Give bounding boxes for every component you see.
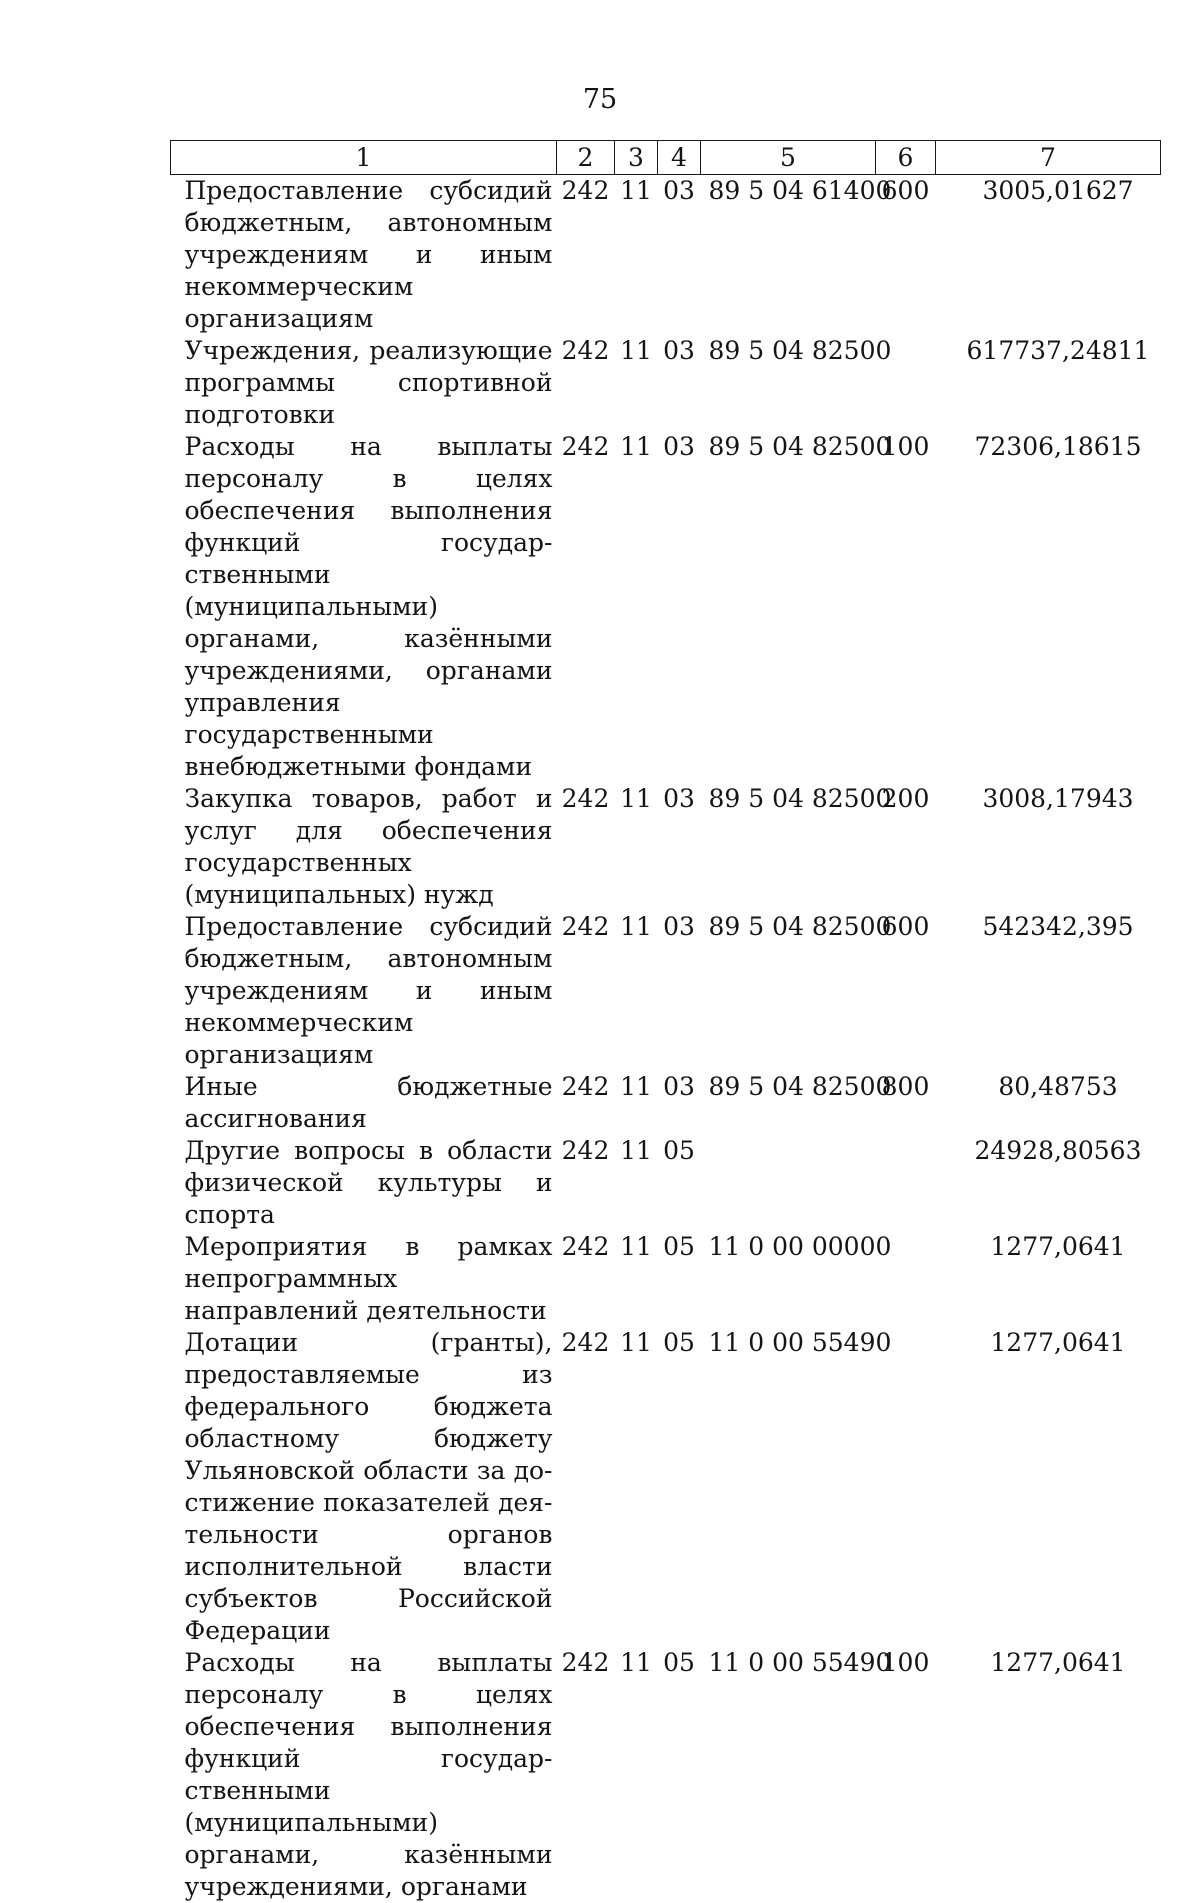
budget-table xyxy=(170,140,1161,1903)
cell-section: 11 xyxy=(615,1071,658,1135)
column-header-6: 6 xyxy=(876,141,936,175)
column-header-2: 2 xyxy=(557,141,615,175)
cell-target-article: 11 0 00 55490 xyxy=(701,1327,876,1647)
cell-section: 11 xyxy=(615,431,658,783)
cell-target-article: 89 5 04 82500 xyxy=(701,1071,876,1135)
cell-name: Предоставление субсидий бюджетным, автономным учреждениям и иным некоммерческим организациям xyxy=(171,175,557,336)
cell-section: 11 xyxy=(615,175,658,336)
cell-subsection: 05 xyxy=(658,1135,701,1231)
cell-section: 11 xyxy=(615,911,658,1071)
cell-amount: 72306,18615 xyxy=(936,431,1161,783)
table-row xyxy=(171,431,1161,783)
cell-amount: 617737,24811 xyxy=(936,335,1161,431)
cell-expense-type xyxy=(876,1135,936,1231)
cell-ministry-code: 242 xyxy=(557,335,615,431)
cell-expense-type: 200 xyxy=(876,783,936,911)
cell-ministry-code: 242 xyxy=(557,175,615,336)
cell-ministry-code: 242 xyxy=(557,431,615,783)
cell-amount: 542342,395 xyxy=(936,911,1161,1071)
cell-section: 11 xyxy=(615,1327,658,1647)
table-row xyxy=(171,1231,1161,1327)
cell-target-article: 89 5 04 82500 xyxy=(701,911,876,1071)
cell-target-article: 11 0 00 00000 xyxy=(701,1231,876,1327)
cell-name: Предоставление субсидий бюджетным, автономным учреждениям и иным некоммерческим организациям xyxy=(171,911,557,1071)
cell-target-article: 89 5 04 82500 xyxy=(701,783,876,911)
page-number: 75 xyxy=(0,84,1200,115)
cell-target-article: 89 5 04 82500 xyxy=(701,335,876,431)
cell-target-article: 11 0 00 55490 xyxy=(701,1647,876,1903)
cell-amount: 24928,80563 xyxy=(936,1135,1161,1231)
cell-name: Дотации (гранты), предоставляемые из федерального бюджета областному бюджету Ульяновской области за достижение показателей деятельности органов исполнительной власти субъектов Российской Федерации xyxy=(171,1327,557,1647)
cell-subsection: 03 xyxy=(658,335,701,431)
cell-amount: 1277,0641 xyxy=(936,1231,1161,1327)
cell-target-article: 89 5 04 82500 xyxy=(701,431,876,783)
header-row xyxy=(171,141,1161,175)
cell-subsection: 05 xyxy=(658,1647,701,1903)
cell-subsection: 03 xyxy=(658,431,701,783)
cell-ministry-code: 242 xyxy=(557,1231,615,1327)
table-row xyxy=(171,1647,1161,1903)
table-body xyxy=(171,175,1161,1903)
cell-name: Расходы на выплаты персоналу в целях обеспечения выполнения функций государственными (муниципальными) органами, казёнными учреждениями, органами управления государственными внебюджетными фондами xyxy=(171,431,557,783)
cell-section: 11 xyxy=(615,1231,658,1327)
table-row xyxy=(171,1071,1161,1135)
cell-target-article: 89 5 04 61400 xyxy=(701,175,876,336)
cell-target-article xyxy=(701,1135,876,1231)
cell-expense-type: 100 xyxy=(876,431,936,783)
cell-section: 11 xyxy=(615,1647,658,1903)
column-header-1: 1 xyxy=(171,141,557,175)
cell-name: Учреждения, реализующие программы спортивной подготовки xyxy=(171,335,557,431)
table-header xyxy=(171,141,1161,175)
column-header-3: 3 xyxy=(615,141,658,175)
cell-section: 11 xyxy=(615,1135,658,1231)
cell-expense-type: 600 xyxy=(876,911,936,1071)
table-row xyxy=(171,1327,1161,1647)
cell-expense-type: 100 xyxy=(876,1647,936,1903)
column-header-4: 4 xyxy=(658,141,701,175)
cell-ministry-code: 242 xyxy=(557,1327,615,1647)
cell-ministry-code: 242 xyxy=(557,1647,615,1903)
cell-subsection: 05 xyxy=(658,1327,701,1647)
cell-amount: 1277,0641 xyxy=(936,1647,1161,1903)
cell-subsection: 03 xyxy=(658,175,701,336)
cell-name: Иные бюджетные ассигнования xyxy=(171,1071,557,1135)
cell-ministry-code: 242 xyxy=(557,1071,615,1135)
table-row xyxy=(171,1135,1161,1231)
cell-subsection: 03 xyxy=(658,911,701,1071)
cell-ministry-code: 242 xyxy=(557,911,615,1071)
cell-subsection: 05 xyxy=(658,1231,701,1327)
cell-section: 11 xyxy=(615,783,658,911)
table-row xyxy=(171,783,1161,911)
cell-expense-type: 600 xyxy=(876,175,936,336)
column-header-7: 7 xyxy=(936,141,1161,175)
cell-amount: 80,48753 xyxy=(936,1071,1161,1135)
cell-amount: 3005,01627 xyxy=(936,175,1161,336)
table-row xyxy=(171,335,1161,431)
cell-expense-type: 800 xyxy=(876,1071,936,1135)
cell-section: 11 xyxy=(615,335,658,431)
column-header-5: 5 xyxy=(701,141,876,175)
cell-subsection: 03 xyxy=(658,783,701,911)
cell-amount: 3008,17943 xyxy=(936,783,1161,911)
cell-name: Другие вопросы в области физической культуры и спорта xyxy=(171,1135,557,1231)
cell-name: Закупка товаров, работ и услуг для обеспечения государственных (муниципальных) нужд xyxy=(171,783,557,911)
cell-name: Мероприятия в рамках непрограммных направлений деятельности xyxy=(171,1231,557,1327)
cell-ministry-code: 242 xyxy=(557,783,615,911)
table-row xyxy=(171,911,1161,1071)
budget-table-wrap xyxy=(170,140,1160,1903)
cell-expense-type xyxy=(876,1327,936,1647)
cell-amount: 1277,0641 xyxy=(936,1327,1161,1647)
table-row xyxy=(171,175,1161,336)
cell-ministry-code: 242 xyxy=(557,1135,615,1231)
cell-name: Расходы на выплаты персоналу в целях обеспечения выполнения функций государственными (муниципальными) органами, казёнными учреждениями, органами xyxy=(171,1647,557,1903)
cell-subsection: 03 xyxy=(658,1071,701,1135)
